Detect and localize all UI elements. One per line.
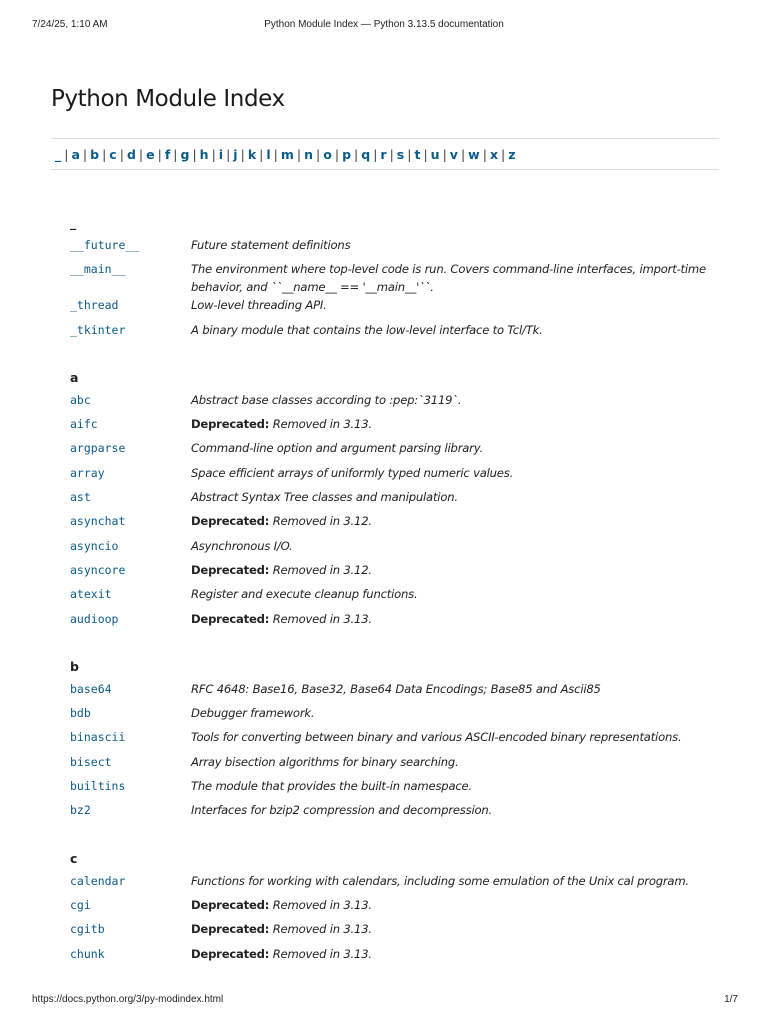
description-text: Tools for converting between binary and various ASCII-encoded binary representations. (191, 730, 682, 745)
module-row (70, 585, 730, 609)
letter-link-g[interactable]: g (180, 146, 190, 162)
module-description (191, 585, 721, 603)
module-row (70, 777, 730, 801)
letter-link-d[interactable]: d (126, 146, 136, 162)
module-link[interactable]: __main__ (70, 262, 126, 277)
module-row (70, 415, 730, 439)
letter-separator: | (138, 146, 144, 162)
letter-separator: | (423, 146, 428, 162)
module-row (70, 391, 730, 415)
module-row (70, 512, 730, 536)
module-link[interactable]: _tkinter (70, 322, 126, 337)
module-link[interactable]: argparse (70, 441, 126, 456)
letter-link-i[interactable]: i (218, 146, 224, 162)
letter-separator: | (240, 146, 245, 162)
print-header (0, 19, 768, 33)
module-link[interactable]: _thread (70, 298, 119, 313)
module-link[interactable]: cgitb (70, 922, 105, 937)
module-row (70, 464, 730, 488)
letter-link-underscore[interactable]: _ (55, 146, 62, 162)
description-text: The module that provides the built-in namespace. (191, 779, 472, 794)
letter-separator: | (482, 146, 487, 162)
letter-link-o[interactable]: o (323, 146, 332, 162)
deprecated-label: Deprecated: (191, 514, 270, 529)
module-description (191, 680, 721, 698)
letter-separator: | (501, 146, 506, 162)
module-description (191, 488, 721, 506)
print-page-number: 1/7 (724, 994, 738, 1005)
deprecated-label: Deprecated: (191, 946, 270, 961)
module-link[interactable]: bisect (70, 754, 112, 769)
description-text: Future statement definitions (191, 238, 351, 252)
description-text: Removed in 3.13. (269, 611, 372, 626)
module-link[interactable]: asynchat (70, 514, 126, 529)
letter-separator: | (173, 146, 178, 162)
module-description (191, 321, 721, 339)
module-link[interactable]: audioop (70, 611, 119, 626)
module-link[interactable]: abc (70, 392, 91, 407)
module-row (70, 728, 730, 752)
module-link[interactable]: builtins (70, 779, 126, 794)
letter-separator: | (259, 146, 264, 162)
module-description (191, 945, 721, 963)
letter-link-b[interactable]: b (90, 146, 100, 162)
letter-separator: | (334, 146, 340, 162)
letter-separator: | (64, 146, 69, 162)
module-link[interactable]: asyncio (70, 538, 119, 553)
letter-separator: | (373, 146, 378, 162)
module-description (191, 512, 721, 530)
letter-separator: | (157, 146, 162, 162)
module-row (70, 704, 730, 728)
letter-separator: | (226, 146, 231, 162)
group-letter-heading: b (70, 658, 79, 674)
deprecated-label: Deprecated: (191, 611, 270, 626)
module-description (191, 415, 721, 433)
module-description (191, 236, 721, 254)
description-text: Low-level threading API. (191, 298, 327, 313)
module-link[interactable]: bdb (70, 706, 91, 721)
module-row (70, 537, 730, 561)
letter-separator: | (211, 146, 216, 162)
module-link[interactable]: binascii (70, 730, 126, 745)
letter-link-s[interactable]: s (396, 146, 405, 162)
letter-separator: | (316, 146, 321, 162)
page-title: Python Module Index (51, 86, 285, 112)
module-description (191, 728, 721, 746)
module-link[interactable]: ast (70, 490, 91, 505)
letter-link-f[interactable]: f (164, 146, 171, 162)
module-group (70, 214, 730, 345)
module-link[interactable]: calendar (70, 873, 126, 888)
module-description (191, 391, 721, 409)
letter-link-z[interactable]: z (508, 146, 516, 162)
letter-link-h[interactable]: h (199, 146, 209, 162)
module-row (70, 753, 730, 777)
description-text: Abstract Syntax Tree classes and manipulation. (191, 490, 458, 505)
description-text: Space efficient arrays of uniformly typed numeric values. (191, 465, 514, 480)
module-description (191, 537, 721, 555)
letter-separator: | (296, 146, 302, 162)
letter-link-c[interactable]: c (109, 146, 117, 162)
deprecated-label: Deprecated: (191, 922, 270, 937)
module-description (191, 464, 721, 482)
letter-link-a[interactable]: a (71, 146, 80, 162)
description-text: The environment where top-level code is run. Covers command-line interfaces, import-time behavior, and ``__name__ == '__main__'``. (191, 262, 706, 295)
module-description (191, 296, 721, 314)
module-row (70, 260, 730, 296)
module-link[interactable]: base64 (70, 681, 112, 696)
module-link[interactable]: aifc (70, 417, 98, 432)
letter-separator: | (460, 146, 466, 162)
print-document-title: Python Module Index — Python 3.13.5 documentation (264, 19, 504, 30)
module-row (70, 920, 730, 944)
module-group (70, 850, 730, 969)
letter-link-u[interactable]: u (430, 146, 440, 162)
module-row (70, 439, 730, 463)
letter-link-j[interactable]: j (233, 146, 238, 162)
module-row (70, 680, 730, 704)
module-description (191, 872, 721, 890)
description-text: Removed in 3.13. (269, 946, 372, 961)
description-text: Array bisection algorithms for binary searching. (191, 754, 459, 769)
group-spacer (70, 826, 730, 850)
description-text: Command-line option and argument parsing library. (191, 441, 483, 456)
module-description (191, 920, 721, 938)
module-link[interactable]: chunk (70, 946, 105, 961)
description-text: Removed in 3.12. (269, 562, 372, 577)
description-text: Removed in 3.13. (269, 417, 372, 432)
module-row (70, 561, 730, 585)
module-description (191, 610, 721, 628)
description-text: Interfaces for bzip2 compression and decompression. (191, 803, 493, 818)
module-row (70, 896, 730, 920)
module-description (191, 801, 721, 819)
module-row (70, 236, 730, 260)
description-text: Removed in 3.13. (269, 922, 372, 937)
module-description (191, 439, 721, 457)
letter-separator: | (442, 146, 447, 162)
print-footer (0, 994, 768, 1008)
module-row (70, 488, 730, 512)
letter-link-p[interactable]: p (342, 146, 352, 162)
letter-link-q[interactable]: q (361, 146, 371, 162)
description-text: Register and execute cleanup functions. (191, 587, 418, 602)
letter-separator: | (102, 146, 107, 162)
letter-link-r[interactable]: r (380, 146, 387, 162)
module-row (70, 801, 730, 825)
module-link[interactable]: __future__ (70, 238, 140, 252)
module-description (191, 561, 721, 579)
description-text: Removed in 3.13. (269, 897, 372, 912)
letter-link-x[interactable]: x (489, 146, 499, 162)
deprecated-label: Deprecated: (191, 562, 270, 577)
module-description (191, 753, 721, 771)
group-spacer (70, 345, 730, 369)
module-row (70, 872, 730, 896)
description-text: Debugger framework. (191, 706, 315, 721)
module-row (70, 321, 730, 345)
letter-link-v[interactable]: v (449, 146, 458, 162)
letter-separator: | (354, 146, 359, 162)
module-row (70, 610, 730, 634)
module-link[interactable]: array (70, 465, 105, 480)
module-description (191, 260, 721, 296)
description-text: Functions for working with calendars, including some emulation of the Unix cal program. (191, 873, 689, 888)
letter-navigation (51, 138, 719, 170)
print-date: 7/24/25, 1:10 AM (32, 19, 108, 30)
group-letter-heading: _ (70, 215, 77, 230)
letter-separator: | (119, 146, 124, 162)
print-url: https://docs.python.org/3/py-modindex.html (32, 994, 224, 1005)
description-text: RFC 4648: Base16, Base32, Base64 Data Encodings; Base85 and Ascii85 (191, 681, 601, 696)
letter-link-n[interactable]: n (304, 146, 314, 162)
group-letter-heading: c (70, 850, 78, 866)
letter-link-w[interactable]: w (468, 146, 480, 162)
letter-link-m[interactable]: m (280, 146, 294, 162)
letter-separator: | (82, 146, 88, 162)
group-spacer (70, 634, 730, 658)
description-text: A binary module that contains the low-level interface to Tcl/Tk. (191, 322, 543, 337)
group-letter-heading: a (70, 369, 79, 385)
description-text: Removed in 3.12. (269, 514, 372, 529)
letter-link-t[interactable]: t (414, 146, 421, 162)
letter-separator: | (192, 146, 197, 162)
module-group (70, 369, 730, 634)
letter-link-e[interactable]: e (146, 146, 155, 162)
letter-separator: | (273, 146, 278, 162)
module-link[interactable]: cgi (70, 897, 91, 912)
module-row (70, 296, 730, 320)
letter-separator: | (407, 146, 412, 162)
letter-link-l[interactable]: l (266, 146, 271, 162)
letter-separator: | (389, 146, 394, 162)
module-link[interactable]: asyncore (70, 562, 126, 577)
module-index-table (70, 214, 730, 969)
module-group (70, 658, 730, 826)
module-description (191, 896, 721, 914)
module-description (191, 704, 721, 722)
deprecated-label: Deprecated: (191, 897, 270, 912)
module-row (70, 945, 730, 969)
letter-link-k[interactable]: k (247, 146, 257, 162)
description-text: Asynchronous I/O. (191, 538, 293, 553)
description-text: Abstract base classes according to :pep:`3119`. (191, 392, 462, 407)
module-link[interactable]: bz2 (70, 803, 91, 818)
module-description (191, 777, 721, 795)
module-link[interactable]: atexit (70, 587, 112, 602)
deprecated-label: Deprecated: (191, 417, 270, 432)
